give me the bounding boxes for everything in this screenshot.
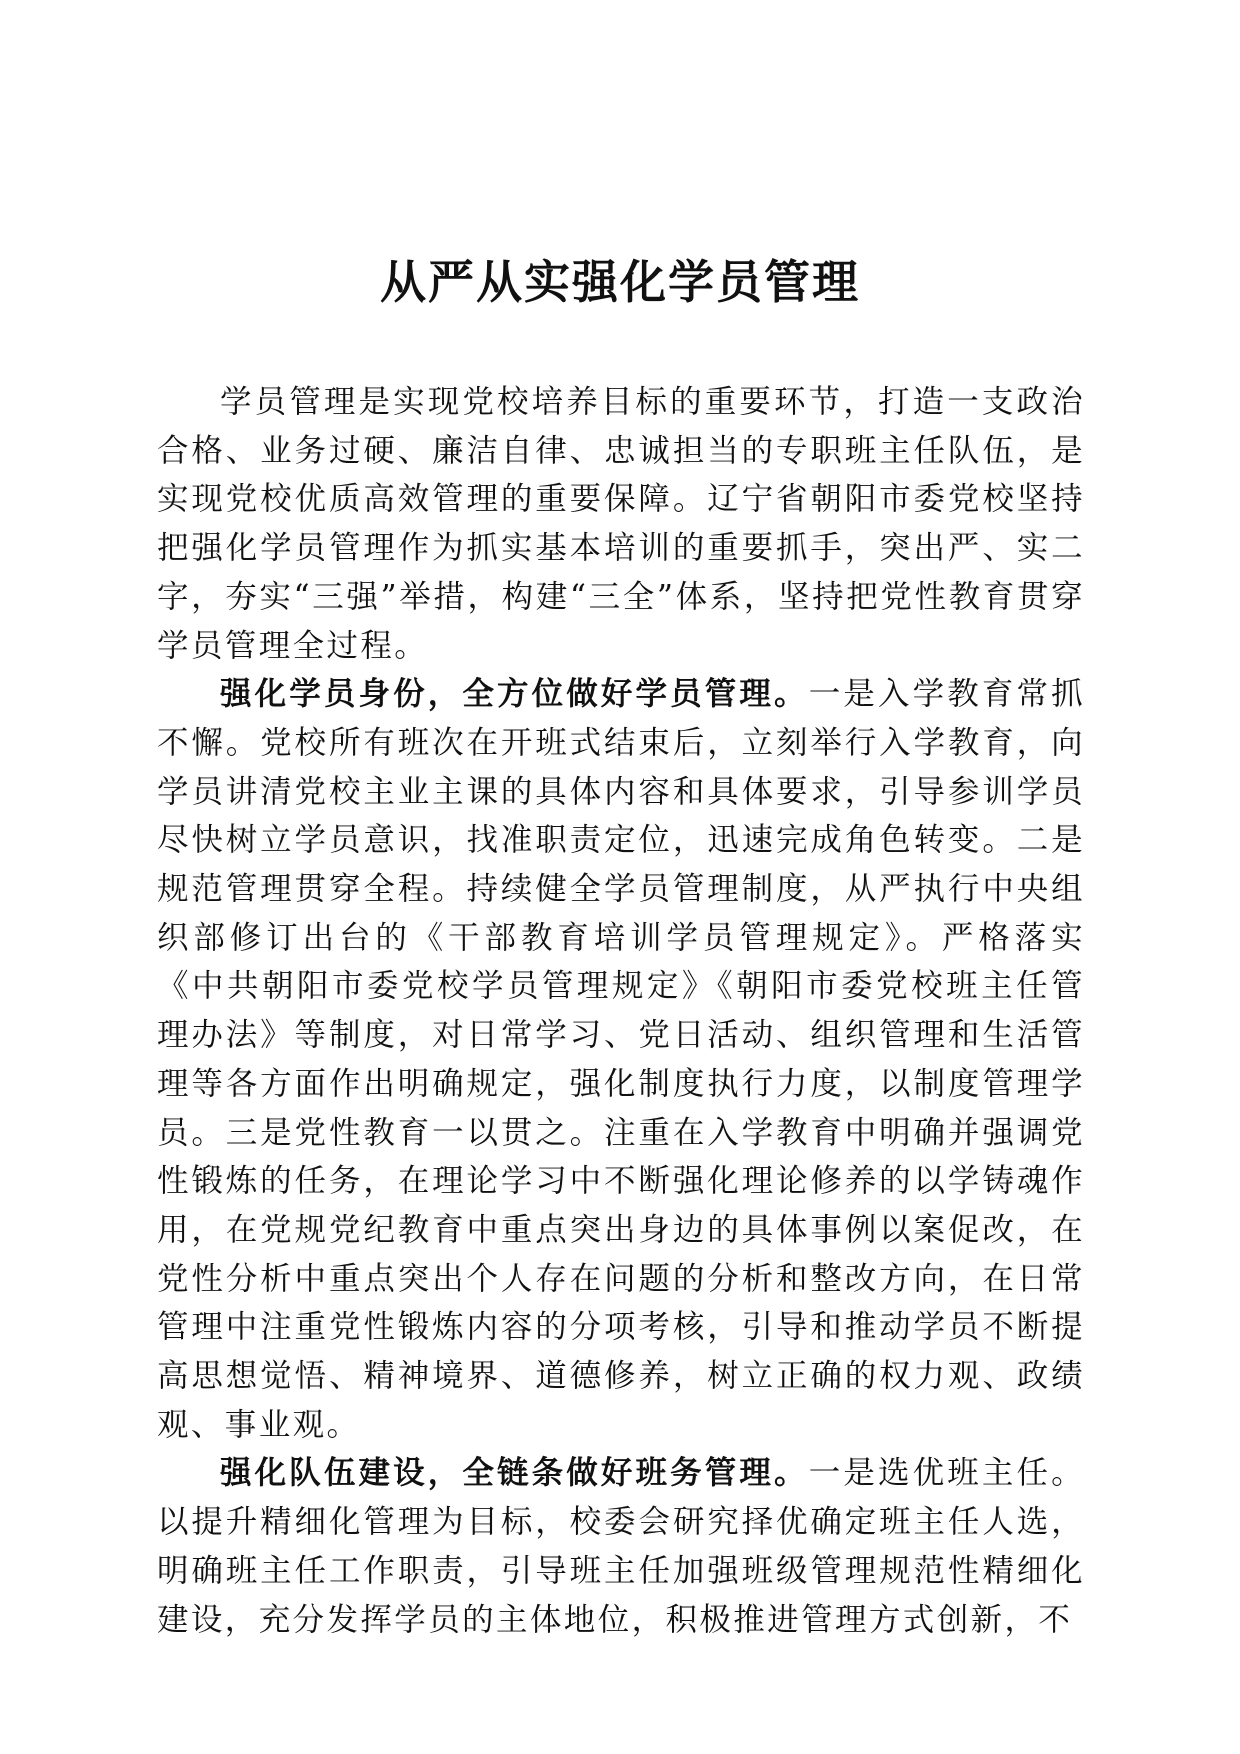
paragraph-text: 一是选优班主任。以提升精细化管理为目标，校委会研究择优确定班主任人选，明确班主任工作职责，引导班主任加强班级管理规范性精细化建设，充分发挥学员的主体地位，积极推进管理方式创新，不	[157, 1455, 1085, 1638]
paragraph-team-building	[157, 1449, 1085, 1644]
paragraph-text: 学员管理是实现党校培养目标的重要环节，打造一支政治合格、业务过硬、廉洁自律、忠诚担当的专职班主任队伍，是实现党校优质高效管理的重要保障。辽宁省朝阳市委党校坚持把强化学员管理作为抓实基本培训的重要抓手，突出严、实二字，夯实“三强”举措，构建“三全”体系，坚持把党性教育贯穿学员管理全过程。	[157, 384, 1085, 664]
document-body	[157, 378, 1085, 1644]
paragraph-text: 一是入学教育常抓不懈。党校所有班次在开班式结束后，立刻举行入学教育，向学员讲清党校主业主课的具体内容和具体要求，引导参训学员尽快树立学员意识，找准职责定位，迅速完成角色转变。二是规范管理贯穿全程。持续健全学员管理制度，从严执行中央组织部修订出台的《干部教育培训学员管理规定》。严格落实《中共朝阳市委党校学员管理规定》《朝阳市委党校班主任管理办法》等制度，对日常学习、党日活动、组织管理和生活管理等各方面作出明确规定，强化制度执行力度，以制度管理学员。三是党性教育一以贯之。注重在入学教育中明确并强调党性锻炼的任务，在理论学习中不断强化理论修养的以学铸魂作用，在党规党纪教育中重点突出身边的具体事例以案促改，在党性分析中重点突出个人存在问题的分析和整改方向，在日常管理中注重党性锻炼内容的分项考核，引导和推动学员不断提高思想觉悟、精神境界、道德修养，树立正确的权力观、政绩观、事业观。	[157, 676, 1085, 1443]
paragraph-student-identity	[157, 670, 1085, 1449]
paragraph-lead: 强化学员身份，全方位做好学员管理。	[220, 675, 809, 713]
paragraph-intro	[157, 378, 1085, 670]
paragraph-lead: 强化队伍建设，全链条做好班务管理。	[220, 1454, 809, 1492]
document-title: 从严从实强化学员管理	[380, 255, 860, 309]
